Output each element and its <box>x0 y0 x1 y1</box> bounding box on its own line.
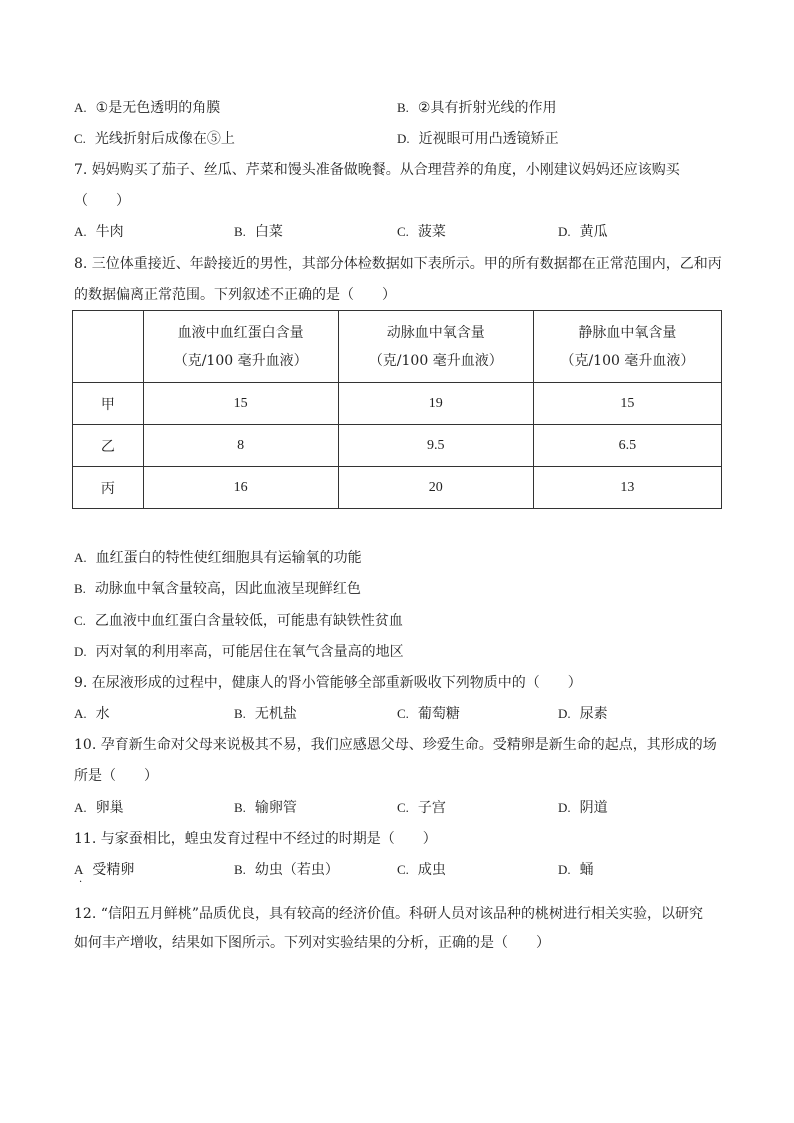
q6-option-c: C. 光线折射后成像在⑤上 <box>74 131 235 147</box>
q11-option-b: B. 幼虫（若虫） <box>234 862 339 878</box>
table-cell: 6.5 <box>533 425 721 467</box>
q12-stem-line1: 12. “信阳五月鲜桃”品质优良，具有较高的经济价值。科研人员对该品种的桃树进行相关实验，以研究 <box>74 906 704 922</box>
q8-stem-line2: 的数据偏离正常范围。下列叙述不正确的是（ ） <box>74 287 396 303</box>
q9-option-b: B. 无机盐 <box>234 706 297 722</box>
table-cell: 19 <box>338 383 533 425</box>
table-row <box>73 383 722 425</box>
q8-stem-line1: 8. 三位体重接近、年龄接近的男性，其部分体检数据如下表所示。甲的所有数据都在正常范围内，乙和丙 <box>74 256 722 272</box>
q7-option-a: A. 牛肉 <box>74 224 124 240</box>
q9-option-c: C. 葡萄糖 <box>397 706 460 722</box>
q6-option-a: A. ①是无色透明的角膜 <box>74 100 221 116</box>
table-header-arterial-oxygen: 动脉血中氧含量 （克/100 毫升血液） <box>338 311 533 383</box>
table-cell: 20 <box>338 467 533 509</box>
q7-stem-line1: 7. 妈妈购买了茄子、丝瓜、芹菜和馒头准备做晚餐。从合理营养的角度，小刚建议妈妈还应该购买 <box>74 162 680 178</box>
table-header-hemoglobin: 血液中血红蛋白含量 （克/100 毫升血液） <box>143 311 338 383</box>
q8-option-c: C. 乙血液中血红蛋白含量较低，可能患有缺铁性贫血 <box>74 613 403 629</box>
q9-option-a: A. 水 <box>74 706 110 722</box>
table-cell: 15 <box>143 383 338 425</box>
q10-stem-line2: 所是（ ） <box>74 768 158 784</box>
row-name: 丙 <box>73 467 144 509</box>
q6-option-d: D. 近视眼可用凸透镜矫正 <box>397 131 559 147</box>
table-cell: 13 <box>533 467 721 509</box>
q12-stem-line2: 如何丰产增收，结果如下图所示。下列对实验结果的分析，正确的是（ ） <box>74 935 550 951</box>
q10-stem-line1: 10. 孕育新生命对父母来说极其不易，我们应感恩父母、珍爱生命。受精卵是新生命的起点，其形成的场 <box>74 737 717 753</box>
q7-option-c: C. 菠菜 <box>397 224 446 240</box>
q8-option-a: A. 血红蛋白的特性使红细胞具有运输氧的功能 <box>74 550 362 566</box>
table-cell: 15 <box>533 383 721 425</box>
health-data-table <box>72 310 722 509</box>
q11-option-a: A 受精卵 <box>74 862 135 878</box>
q9-stem: 9. 在尿液形成的过程中，健康人的肾小管能够全部重新吸收下列物质中的（ ） <box>74 675 582 691</box>
q9-option-d: D. 尿素 <box>558 706 608 722</box>
row-name: 乙 <box>73 425 144 467</box>
q8-option-b: B. 动脉血中氧含量较高，因此血液呈现鲜红色 <box>74 581 361 597</box>
q10-option-c: C. 子宫 <box>397 800 446 816</box>
table-corner-cell <box>73 311 144 383</box>
q7-option-b: B. 白菜 <box>234 224 283 240</box>
row-name: 甲 <box>73 383 144 425</box>
q11-option-d: D. 蛹 <box>558 862 594 878</box>
q8-option-d: D. 丙对氧的利用率高，可能居住在氧气含量高的地区 <box>74 644 404 660</box>
stray-dot-mark: · <box>79 877 83 888</box>
q7-stem-line2: （ ） <box>74 193 130 209</box>
table-header-row <box>73 311 722 383</box>
q11-stem: 11. 与家蚕相比，蝗虫发育过程中不经过的时期是（ ） <box>74 831 437 847</box>
q10-option-b: B. 输卵管 <box>234 800 297 816</box>
q10-option-d: D. 阴道 <box>558 800 608 816</box>
table-cell: 8 <box>143 425 338 467</box>
q6-option-b: B. ②具有折射光线的作用 <box>397 100 557 116</box>
table-header-venous-oxygen: 静脉血中氧含量 （克/100 毫升血液） <box>533 311 721 383</box>
table-cell: 9.5 <box>338 425 533 467</box>
q11-option-c: C. 成虫 <box>397 862 446 878</box>
q10-option-a: A. 卵巢 <box>74 800 124 816</box>
table-row <box>73 425 722 467</box>
q7-option-d: D. 黄瓜 <box>558 224 608 240</box>
table-row <box>73 467 722 509</box>
table-cell: 16 <box>143 467 338 509</box>
